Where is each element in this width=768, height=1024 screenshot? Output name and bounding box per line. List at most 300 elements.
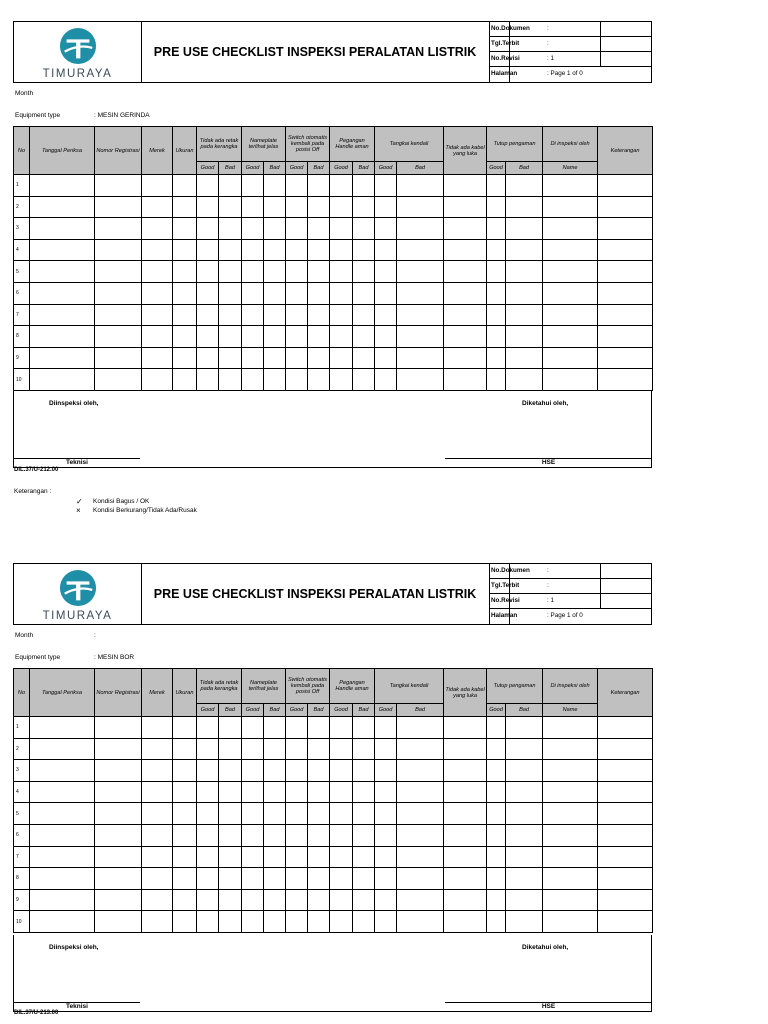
entry-cell[interactable] xyxy=(487,175,506,197)
entry-cell[interactable] xyxy=(142,196,173,218)
entry-cell[interactable] xyxy=(375,738,397,760)
entry-cell[interactable] xyxy=(173,239,197,261)
entry-cell[interactable] xyxy=(286,889,308,911)
entry-cell[interactable] xyxy=(353,911,375,933)
entry-cell[interactable] xyxy=(375,175,397,197)
entry-cell[interactable] xyxy=(598,738,653,760)
entry-cell[interactable] xyxy=(375,282,397,304)
entry-cell[interactable] xyxy=(375,218,397,240)
entry-cell[interactable] xyxy=(30,239,95,261)
entry-cell[interactable] xyxy=(95,717,142,739)
entry-cell[interactable] xyxy=(286,717,308,739)
entry-cell[interactable] xyxy=(142,760,173,782)
entry-cell[interactable] xyxy=(598,347,653,369)
entry-cell[interactable] xyxy=(506,717,543,739)
entry-cell[interactable] xyxy=(286,239,308,261)
entry-cell[interactable] xyxy=(95,175,142,197)
entry-cell[interactable] xyxy=(173,824,197,846)
entry-cell[interactable] xyxy=(286,326,308,348)
entry-cell[interactable] xyxy=(397,868,444,890)
entry-cell[interactable] xyxy=(598,911,653,933)
entry-cell[interactable] xyxy=(264,911,286,933)
entry-cell[interactable] xyxy=(308,326,330,348)
entry-cell[interactable] xyxy=(397,175,444,197)
entry-cell[interactable] xyxy=(397,326,444,348)
entry-cell[interactable] xyxy=(242,261,264,283)
entry-cell[interactable] xyxy=(308,218,330,240)
entry-cell[interactable] xyxy=(95,304,142,326)
entry-cell[interactable] xyxy=(142,239,173,261)
entry-cell[interactable] xyxy=(375,369,397,391)
entry-cell[interactable] xyxy=(197,304,219,326)
entry-cell[interactable] xyxy=(506,175,543,197)
entry-cell[interactable] xyxy=(397,347,444,369)
entry-cell[interactable] xyxy=(487,846,506,868)
entry-cell[interactable] xyxy=(197,239,219,261)
entry-cell[interactable] xyxy=(506,261,543,283)
entry-cell[interactable] xyxy=(487,803,506,825)
entry-cell[interactable] xyxy=(543,282,598,304)
entry-cell[interactable] xyxy=(330,717,353,739)
entry-cell[interactable] xyxy=(264,369,286,391)
entry-cell[interactable] xyxy=(506,889,543,911)
entry-cell[interactable] xyxy=(353,889,375,911)
entry-cell[interactable] xyxy=(397,369,444,391)
entry-cell[interactable] xyxy=(353,738,375,760)
entry-cell[interactable] xyxy=(30,911,95,933)
entry-cell[interactable] xyxy=(308,347,330,369)
entry-cell[interactable] xyxy=(197,803,219,825)
entry-cell[interactable] xyxy=(308,911,330,933)
entry-cell[interactable] xyxy=(598,304,653,326)
entry-cell[interactable] xyxy=(353,369,375,391)
entry-cell[interactable] xyxy=(375,196,397,218)
entry-cell[interactable] xyxy=(95,347,142,369)
entry-cell[interactable] xyxy=(353,326,375,348)
entry-cell[interactable] xyxy=(487,717,506,739)
entry-cell[interactable] xyxy=(308,304,330,326)
entry-cell[interactable] xyxy=(173,218,197,240)
entry-cell[interactable] xyxy=(219,846,242,868)
entry-cell[interactable] xyxy=(308,196,330,218)
entry-cell[interactable] xyxy=(330,868,353,890)
entry-cell[interactable] xyxy=(286,846,308,868)
entry-cell[interactable] xyxy=(197,889,219,911)
entry-cell[interactable] xyxy=(543,369,598,391)
entry-cell[interactable] xyxy=(330,738,353,760)
entry-cell[interactable] xyxy=(353,282,375,304)
entry-cell[interactable] xyxy=(397,196,444,218)
entry-cell[interactable] xyxy=(173,347,197,369)
entry-cell[interactable] xyxy=(598,196,653,218)
entry-cell[interactable] xyxy=(543,304,598,326)
entry-cell[interactable] xyxy=(543,717,598,739)
entry-cell[interactable] xyxy=(543,846,598,868)
entry-cell[interactable] xyxy=(397,282,444,304)
entry-cell[interactable] xyxy=(308,239,330,261)
entry-cell[interactable] xyxy=(506,239,543,261)
entry-cell[interactable] xyxy=(30,868,95,890)
entry-cell[interactable] xyxy=(142,282,173,304)
entry-cell[interactable] xyxy=(242,868,264,890)
entry-cell[interactable] xyxy=(173,175,197,197)
entry-cell[interactable] xyxy=(506,738,543,760)
entry-cell[interactable] xyxy=(543,781,598,803)
entry-cell[interactable] xyxy=(375,911,397,933)
entry-cell[interactable] xyxy=(397,824,444,846)
entry-cell[interactable] xyxy=(264,846,286,868)
entry-cell[interactable] xyxy=(219,868,242,890)
entry-cell[interactable] xyxy=(353,760,375,782)
entry-cell[interactable] xyxy=(506,760,543,782)
entry-cell[interactable] xyxy=(487,911,506,933)
entry-cell[interactable] xyxy=(219,738,242,760)
entry-cell[interactable] xyxy=(286,868,308,890)
entry-cell[interactable] xyxy=(286,261,308,283)
entry-cell[interactable] xyxy=(242,369,264,391)
entry-cell[interactable] xyxy=(330,304,353,326)
entry-cell[interactable] xyxy=(264,760,286,782)
entry-cell[interactable] xyxy=(444,261,487,283)
entry-cell[interactable] xyxy=(197,261,219,283)
entry-cell[interactable] xyxy=(598,261,653,283)
entry-cell[interactable] xyxy=(197,781,219,803)
entry-cell[interactable] xyxy=(543,196,598,218)
entry-cell[interactable] xyxy=(219,369,242,391)
entry-cell[interactable] xyxy=(173,196,197,218)
entry-cell[interactable] xyxy=(330,846,353,868)
entry-cell[interactable] xyxy=(598,781,653,803)
entry-cell[interactable] xyxy=(487,282,506,304)
entry-cell[interactable] xyxy=(219,911,242,933)
entry-cell[interactable] xyxy=(197,347,219,369)
entry-cell[interactable] xyxy=(30,347,95,369)
entry-cell[interactable] xyxy=(330,911,353,933)
entry-cell[interactable] xyxy=(397,738,444,760)
entry-cell[interactable] xyxy=(286,282,308,304)
entry-cell[interactable] xyxy=(142,781,173,803)
entry-cell[interactable] xyxy=(598,803,653,825)
entry-cell[interactable] xyxy=(219,261,242,283)
entry-cell[interactable] xyxy=(95,781,142,803)
entry-cell[interactable] xyxy=(308,261,330,283)
entry-cell[interactable] xyxy=(598,218,653,240)
entry-cell[interactable] xyxy=(353,781,375,803)
entry-cell[interactable] xyxy=(95,868,142,890)
entry-cell[interactable] xyxy=(30,261,95,283)
entry-cell[interactable] xyxy=(353,218,375,240)
entry-cell[interactable] xyxy=(219,218,242,240)
entry-cell[interactable] xyxy=(444,717,487,739)
entry-cell[interactable] xyxy=(375,326,397,348)
entry-cell[interactable] xyxy=(197,760,219,782)
entry-cell[interactable] xyxy=(264,824,286,846)
entry-cell[interactable] xyxy=(375,868,397,890)
entry-cell[interactable] xyxy=(264,239,286,261)
entry-cell[interactable] xyxy=(506,369,543,391)
entry-cell[interactable] xyxy=(142,347,173,369)
entry-cell[interactable] xyxy=(330,282,353,304)
entry-cell[interactable] xyxy=(197,175,219,197)
entry-cell[interactable] xyxy=(197,868,219,890)
entry-cell[interactable] xyxy=(543,824,598,846)
entry-cell[interactable] xyxy=(308,738,330,760)
entry-cell[interactable] xyxy=(444,369,487,391)
entry-cell[interactable] xyxy=(506,824,543,846)
entry-cell[interactable] xyxy=(286,738,308,760)
entry-cell[interactable] xyxy=(487,261,506,283)
entry-cell[interactable] xyxy=(242,218,264,240)
entry-cell[interactable] xyxy=(487,347,506,369)
entry-cell[interactable] xyxy=(598,846,653,868)
entry-cell[interactable] xyxy=(219,326,242,348)
entry-cell[interactable] xyxy=(173,738,197,760)
entry-cell[interactable] xyxy=(286,304,308,326)
entry-cell[interactable] xyxy=(242,282,264,304)
entry-cell[interactable] xyxy=(444,868,487,890)
entry-cell[interactable] xyxy=(375,803,397,825)
entry-cell[interactable] xyxy=(286,911,308,933)
entry-cell[interactable] xyxy=(487,738,506,760)
entry-cell[interactable] xyxy=(219,717,242,739)
entry-cell[interactable] xyxy=(264,282,286,304)
entry-cell[interactable] xyxy=(353,261,375,283)
entry-cell[interactable] xyxy=(506,196,543,218)
entry-cell[interactable] xyxy=(598,760,653,782)
entry-cell[interactable] xyxy=(397,911,444,933)
entry-cell[interactable] xyxy=(444,304,487,326)
entry-cell[interactable] xyxy=(444,803,487,825)
entry-cell[interactable] xyxy=(308,760,330,782)
entry-cell[interactable] xyxy=(142,738,173,760)
entry-cell[interactable] xyxy=(330,326,353,348)
entry-cell[interactable] xyxy=(286,369,308,391)
entry-cell[interactable] xyxy=(444,196,487,218)
entry-cell[interactable] xyxy=(308,282,330,304)
entry-cell[interactable] xyxy=(506,326,543,348)
entry-cell[interactable] xyxy=(264,717,286,739)
entry-cell[interactable] xyxy=(308,868,330,890)
entry-cell[interactable] xyxy=(242,911,264,933)
entry-cell[interactable] xyxy=(330,347,353,369)
entry-cell[interactable] xyxy=(197,218,219,240)
entry-cell[interactable] xyxy=(219,803,242,825)
entry-cell[interactable] xyxy=(30,326,95,348)
entry-cell[interactable] xyxy=(30,175,95,197)
entry-cell[interactable] xyxy=(487,760,506,782)
entry-cell[interactable] xyxy=(487,218,506,240)
entry-cell[interactable] xyxy=(543,175,598,197)
entry-cell[interactable] xyxy=(308,369,330,391)
entry-cell[interactable] xyxy=(397,803,444,825)
entry-cell[interactable] xyxy=(95,889,142,911)
entry-cell[interactable] xyxy=(219,175,242,197)
entry-cell[interactable] xyxy=(330,760,353,782)
entry-cell[interactable] xyxy=(142,261,173,283)
entry-cell[interactable] xyxy=(375,304,397,326)
entry-cell[interactable] xyxy=(95,218,142,240)
entry-cell[interactable] xyxy=(142,889,173,911)
entry-cell[interactable] xyxy=(506,803,543,825)
entry-cell[interactable] xyxy=(397,889,444,911)
entry-cell[interactable] xyxy=(487,239,506,261)
entry-cell[interactable] xyxy=(397,760,444,782)
entry-cell[interactable] xyxy=(506,304,543,326)
entry-cell[interactable] xyxy=(242,326,264,348)
entry-cell[interactable] xyxy=(95,196,142,218)
entry-cell[interactable] xyxy=(543,889,598,911)
entry-cell[interactable] xyxy=(353,196,375,218)
entry-cell[interactable] xyxy=(598,889,653,911)
entry-cell[interactable] xyxy=(242,175,264,197)
entry-cell[interactable] xyxy=(353,868,375,890)
entry-cell[interactable] xyxy=(30,889,95,911)
entry-cell[interactable] xyxy=(197,911,219,933)
entry-cell[interactable] xyxy=(444,824,487,846)
entry-cell[interactable] xyxy=(242,781,264,803)
entry-cell[interactable] xyxy=(598,175,653,197)
entry-cell[interactable] xyxy=(375,261,397,283)
entry-cell[interactable] xyxy=(330,218,353,240)
entry-cell[interactable] xyxy=(487,868,506,890)
entry-cell[interactable] xyxy=(95,282,142,304)
entry-cell[interactable] xyxy=(173,760,197,782)
entry-cell[interactable] xyxy=(375,846,397,868)
entry-cell[interactable] xyxy=(30,369,95,391)
entry-cell[interactable] xyxy=(95,911,142,933)
entry-cell[interactable] xyxy=(197,282,219,304)
entry-cell[interactable] xyxy=(543,218,598,240)
entry-cell[interactable] xyxy=(30,717,95,739)
entry-cell[interactable] xyxy=(95,326,142,348)
entry-cell[interactable] xyxy=(353,824,375,846)
entry-cell[interactable] xyxy=(242,889,264,911)
entry-cell[interactable] xyxy=(543,803,598,825)
entry-cell[interactable] xyxy=(353,175,375,197)
entry-cell[interactable] xyxy=(598,717,653,739)
entry-cell[interactable] xyxy=(543,239,598,261)
entry-cell[interactable] xyxy=(444,738,487,760)
entry-cell[interactable] xyxy=(375,347,397,369)
entry-cell[interactable] xyxy=(598,239,653,261)
entry-cell[interactable] xyxy=(242,803,264,825)
entry-cell[interactable] xyxy=(487,889,506,911)
entry-cell[interactable] xyxy=(598,326,653,348)
entry-cell[interactable] xyxy=(375,717,397,739)
entry-cell[interactable] xyxy=(330,824,353,846)
entry-cell[interactable] xyxy=(286,175,308,197)
entry-cell[interactable] xyxy=(308,824,330,846)
entry-cell[interactable] xyxy=(95,803,142,825)
entry-cell[interactable] xyxy=(375,781,397,803)
entry-cell[interactable] xyxy=(543,868,598,890)
entry-cell[interactable] xyxy=(598,868,653,890)
entry-cell[interactable] xyxy=(173,803,197,825)
entry-cell[interactable] xyxy=(142,868,173,890)
entry-cell[interactable] xyxy=(286,347,308,369)
entry-cell[interactable] xyxy=(444,347,487,369)
entry-cell[interactable] xyxy=(506,911,543,933)
entry-cell[interactable] xyxy=(30,803,95,825)
entry-cell[interactable] xyxy=(353,803,375,825)
entry-cell[interactable] xyxy=(242,738,264,760)
entry-cell[interactable] xyxy=(197,369,219,391)
entry-cell[interactable] xyxy=(219,760,242,782)
entry-cell[interactable] xyxy=(30,304,95,326)
entry-cell[interactable] xyxy=(353,846,375,868)
entry-cell[interactable] xyxy=(375,239,397,261)
entry-cell[interactable] xyxy=(543,760,598,782)
entry-cell[interactable] xyxy=(286,760,308,782)
entry-cell[interactable] xyxy=(487,326,506,348)
entry-cell[interactable] xyxy=(506,218,543,240)
entry-cell[interactable] xyxy=(286,196,308,218)
entry-cell[interactable] xyxy=(219,304,242,326)
entry-cell[interactable] xyxy=(197,738,219,760)
entry-cell[interactable] xyxy=(219,196,242,218)
entry-cell[interactable] xyxy=(173,889,197,911)
entry-cell[interactable] xyxy=(375,824,397,846)
entry-cell[interactable] xyxy=(264,889,286,911)
entry-cell[interactable] xyxy=(242,760,264,782)
entry-cell[interactable] xyxy=(598,369,653,391)
entry-cell[interactable] xyxy=(142,803,173,825)
entry-cell[interactable] xyxy=(142,911,173,933)
entry-cell[interactable] xyxy=(142,326,173,348)
entry-cell[interactable] xyxy=(543,261,598,283)
entry-cell[interactable] xyxy=(142,846,173,868)
entry-cell[interactable] xyxy=(219,239,242,261)
entry-cell[interactable] xyxy=(242,304,264,326)
entry-cell[interactable] xyxy=(142,175,173,197)
entry-cell[interactable] xyxy=(487,369,506,391)
entry-cell[interactable] xyxy=(444,218,487,240)
entry-cell[interactable] xyxy=(219,282,242,304)
entry-cell[interactable] xyxy=(219,889,242,911)
entry-cell[interactable] xyxy=(397,218,444,240)
entry-cell[interactable] xyxy=(242,824,264,846)
entry-cell[interactable] xyxy=(242,347,264,369)
entry-cell[interactable] xyxy=(173,282,197,304)
entry-cell[interactable] xyxy=(543,738,598,760)
entry-cell[interactable] xyxy=(197,824,219,846)
entry-cell[interactable] xyxy=(444,175,487,197)
entry-cell[interactable] xyxy=(444,781,487,803)
entry-cell[interactable] xyxy=(264,803,286,825)
entry-cell[interactable] xyxy=(197,326,219,348)
entry-cell[interactable] xyxy=(330,781,353,803)
entry-cell[interactable] xyxy=(487,196,506,218)
entry-cell[interactable] xyxy=(264,196,286,218)
entry-cell[interactable] xyxy=(173,868,197,890)
entry-cell[interactable] xyxy=(308,175,330,197)
entry-cell[interactable] xyxy=(142,717,173,739)
entry-cell[interactable] xyxy=(444,326,487,348)
entry-cell[interactable] xyxy=(543,326,598,348)
entry-cell[interactable] xyxy=(397,239,444,261)
entry-cell[interactable] xyxy=(397,261,444,283)
entry-cell[interactable] xyxy=(353,239,375,261)
entry-cell[interactable] xyxy=(219,824,242,846)
entry-cell[interactable] xyxy=(506,846,543,868)
entry-cell[interactable] xyxy=(30,846,95,868)
entry-cell[interactable] xyxy=(173,781,197,803)
entry-cell[interactable] xyxy=(242,196,264,218)
entry-cell[interactable] xyxy=(242,717,264,739)
entry-cell[interactable] xyxy=(264,304,286,326)
entry-cell[interactable] xyxy=(506,282,543,304)
entry-cell[interactable] xyxy=(30,218,95,240)
